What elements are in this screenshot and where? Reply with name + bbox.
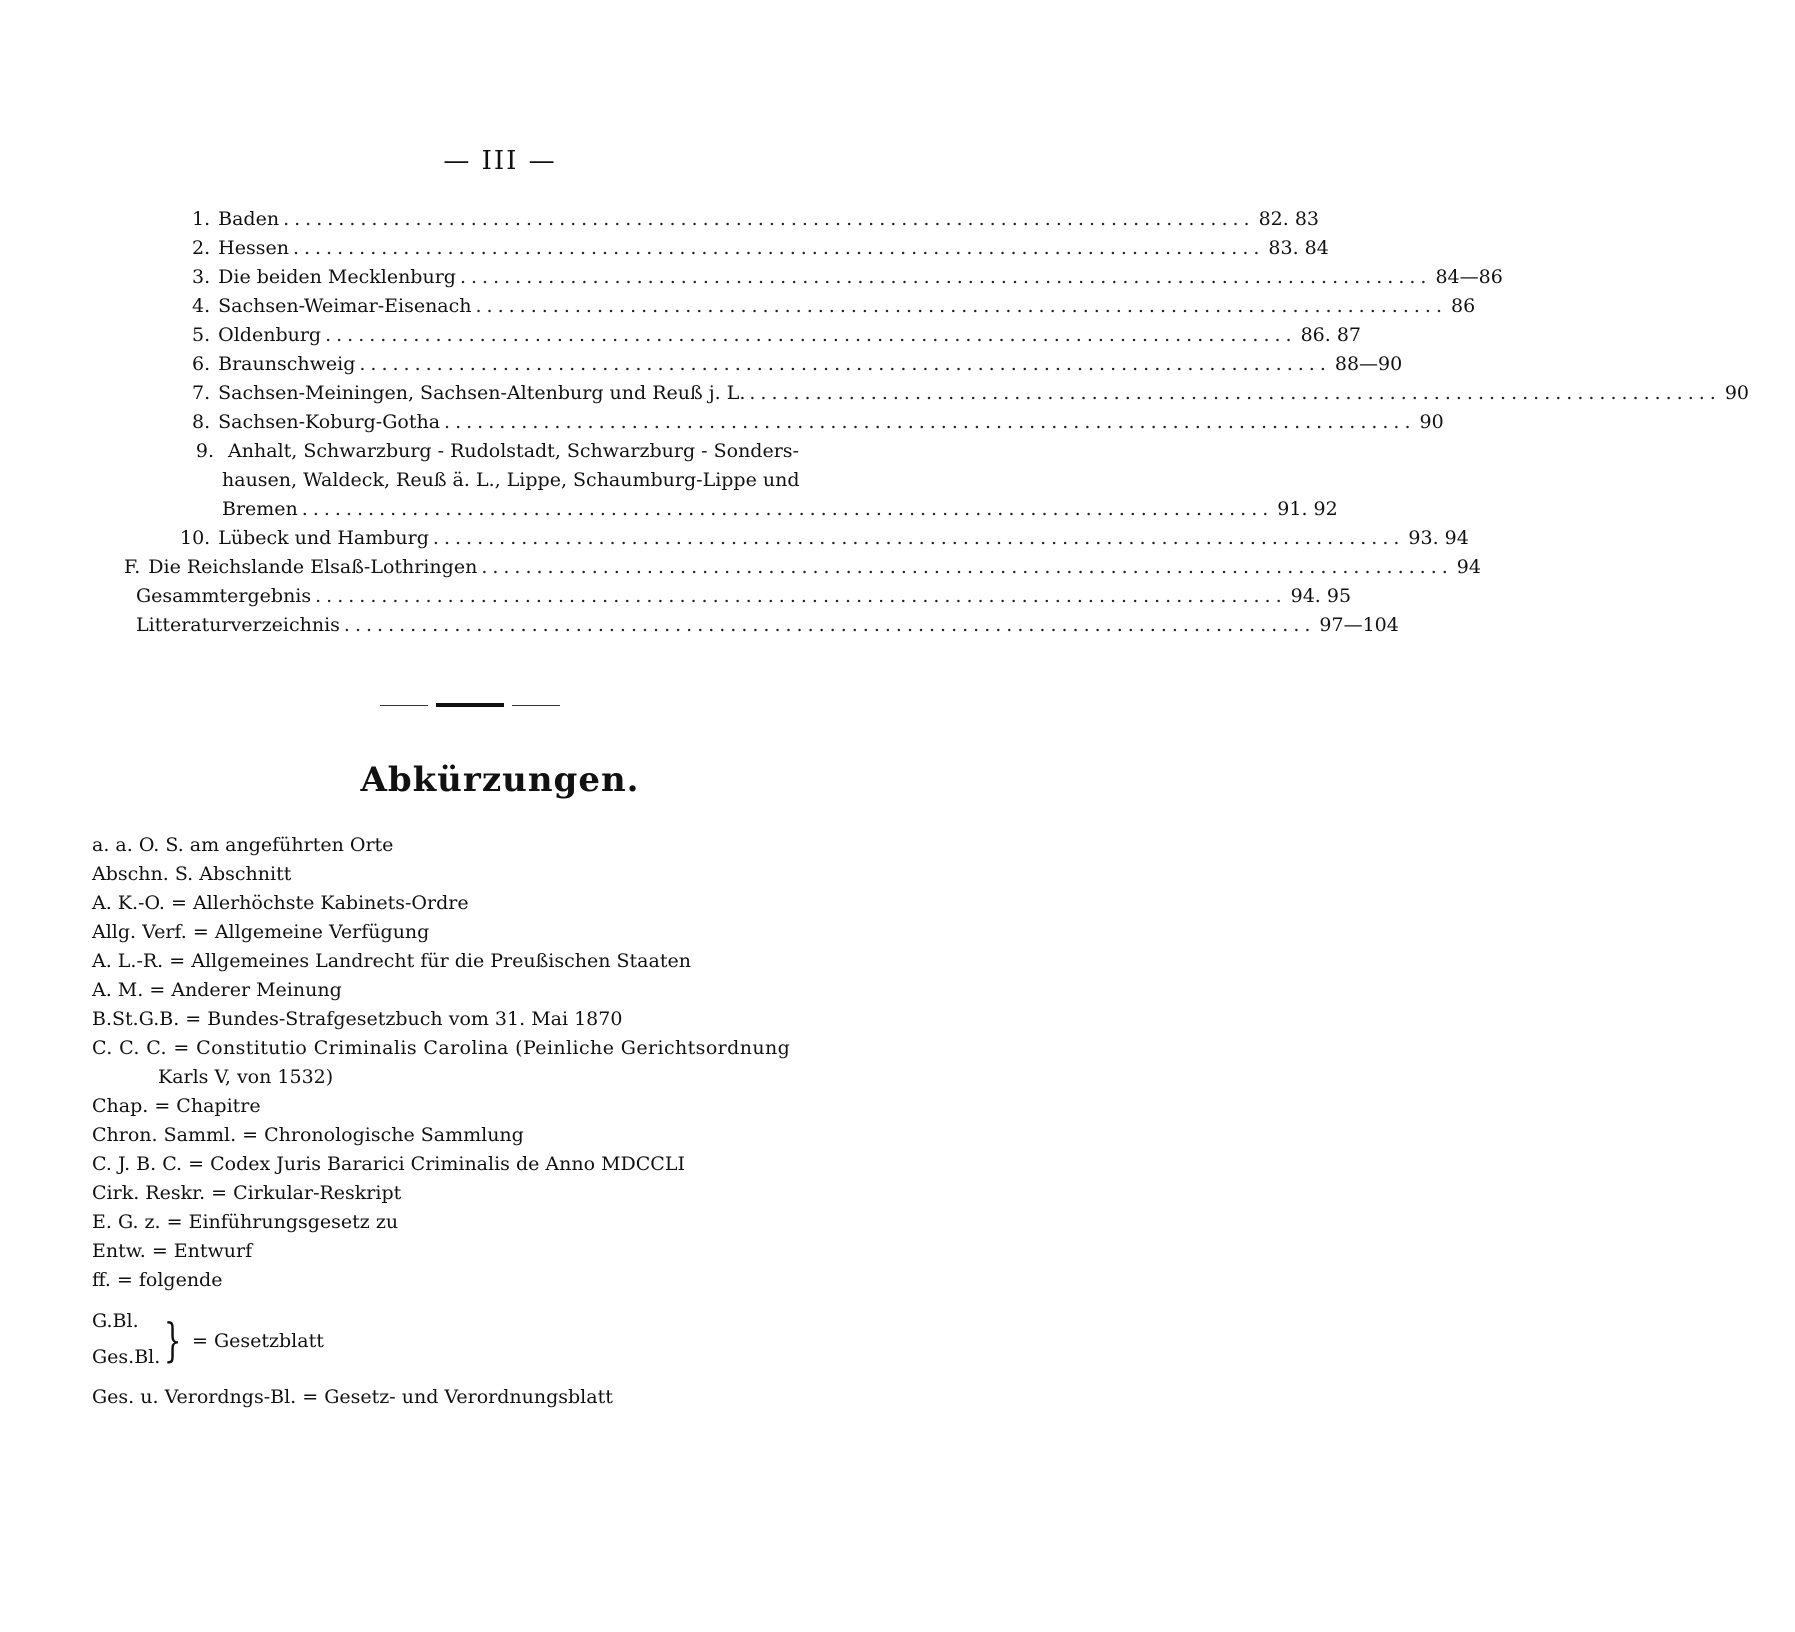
abbreviation-entry: Ges. u. Verordngs-Bl. = Gesetz- und Verordnungsblatt bbox=[92, 1386, 613, 1408]
dot-leader: ........................................................................................ bbox=[292, 237, 1265, 259]
abbreviation-entry: Chron. Samml. = Chronologische Sammlung bbox=[92, 1124, 524, 1146]
abbreviation-term: Ges.Bl. bbox=[92, 1346, 161, 1368]
abbreviation-entry: E. G. z. = Einführungsgesetz zu bbox=[92, 1211, 399, 1233]
braced-abbreviation-entry bbox=[92, 1310, 492, 1380]
toc-label: Sachsen-Koburg-Gotha bbox=[218, 411, 441, 433]
toc-page: 82. 83 bbox=[1258, 208, 1319, 230]
toc-entry bbox=[180, 523, 1469, 553]
toc-entry bbox=[192, 204, 1319, 234]
toc-page: 86 bbox=[1451, 295, 1476, 317]
toc-entry bbox=[124, 552, 1481, 582]
toc-page: 97—104 bbox=[1319, 614, 1399, 636]
toc-entry bbox=[192, 349, 1403, 379]
toc-number: 7. bbox=[192, 382, 211, 404]
toc-number: 6. bbox=[192, 353, 211, 375]
toc-number: 3. bbox=[192, 266, 211, 288]
divider-thin-right bbox=[512, 705, 560, 706]
abbreviation-entry: a. a. O. S. am angeführten Orte bbox=[92, 834, 394, 856]
dot-leader: ........................................................................................ bbox=[359, 353, 1331, 375]
toc-label: Sachsen-Meiningen, Sachsen-Altenburg und Reuß j. L. bbox=[218, 382, 746, 404]
toc-entry bbox=[192, 233, 1329, 263]
dot-leader: ........................................................................................ bbox=[459, 266, 1432, 288]
toc-page: 94. 95 bbox=[1290, 585, 1352, 607]
page-number: — III — bbox=[443, 146, 557, 176]
dot-leader: ........................................................................................ bbox=[315, 585, 1287, 607]
abbreviation-entry: Cirk. Reskr. = Cirkular-Reskript bbox=[92, 1182, 402, 1204]
toc-entry-last-line bbox=[222, 494, 1338, 524]
toc-label: Die Reichslande Elsaß-Lothringen bbox=[148, 556, 478, 578]
toc-entry bbox=[136, 581, 1352, 611]
toc-number: 5. bbox=[192, 324, 211, 346]
toc-label: Braunschweig bbox=[218, 353, 356, 375]
toc-label: Oldenburg bbox=[218, 324, 322, 346]
toc-entry bbox=[192, 320, 1362, 350]
divider-thin-left bbox=[380, 705, 428, 706]
toc-number: 4. bbox=[192, 295, 211, 317]
toc-page: 93. 94 bbox=[1408, 527, 1469, 549]
abbreviation-entry-continuation: Karls V, von 1532) bbox=[158, 1066, 334, 1088]
toc-page: 90 bbox=[1419, 411, 1444, 433]
abbreviation-entry: ff. = folgende bbox=[92, 1269, 223, 1291]
abbreviation-entry: B.St.G.B. = Bundes-Strafgesetzbuch vom 31. Mai 1870 bbox=[92, 1008, 623, 1030]
dot-leader: ........................................................................................ bbox=[301, 498, 1274, 520]
toc-label: Litteraturverzeichnis bbox=[136, 614, 340, 636]
toc-number: 8. bbox=[192, 411, 211, 433]
toc-page: 86. 87 bbox=[1300, 324, 1362, 346]
abbreviation-meaning: = Gesetzblatt bbox=[192, 1330, 324, 1352]
abbreviation-term: G.Bl. bbox=[92, 1310, 139, 1332]
toc-label: Hessen bbox=[218, 237, 289, 259]
divider-thick bbox=[436, 703, 504, 707]
toc-number: 10. bbox=[180, 527, 211, 549]
toc-label: Bremen bbox=[222, 498, 298, 520]
toc-page: 83. 84 bbox=[1268, 237, 1329, 259]
toc-entry bbox=[192, 262, 1503, 292]
toc-page: 84—86 bbox=[1435, 266, 1503, 288]
toc-entry-multiline bbox=[192, 436, 799, 466]
toc-entry bbox=[192, 291, 1476, 321]
dot-leader: ........................................................................................ bbox=[481, 556, 1453, 578]
dot-leader: ........................................................................................ bbox=[283, 208, 1255, 230]
abbreviation-entry: A. K.-O. = Allerhöchste Kabinets-Ordre bbox=[92, 892, 469, 914]
toc-label: Lübeck und Hamburg bbox=[218, 527, 429, 549]
abbreviation-entry: C. J. B. C. = Codex Juris Bararici Criminalis de Anno MDCCLI bbox=[92, 1153, 685, 1175]
toc-label-continuation: hausen, Waldeck, Reuß ä. L., Lippe, Schaumburg-Lippe und bbox=[222, 469, 800, 491]
dot-leader: ........................................................................................ bbox=[475, 295, 1447, 317]
abbreviation-entry: Abschn. S. Abschnitt bbox=[92, 863, 292, 885]
toc-page: 88—90 bbox=[1334, 353, 1403, 375]
toc-label-line: Anhalt, Schwarzburg - Rudolstadt, Schwarzburg - Sonders- bbox=[228, 440, 799, 462]
toc-entry bbox=[192, 407, 1444, 437]
toc-label: Die beiden Mecklenburg bbox=[218, 266, 456, 288]
abbreviation-entry: Chap. = Chapitre bbox=[92, 1095, 261, 1117]
abbreviation-entry: A. M. = Anderer Meinung bbox=[92, 979, 342, 1001]
abbreviation-entry: Allg. Verf. = Allgemeine Verfügung bbox=[92, 921, 430, 943]
toc-entry bbox=[192, 378, 1750, 408]
abbreviation-entry: Entw. = Entwurf bbox=[92, 1240, 253, 1262]
toc-page: 90 bbox=[1724, 382, 1750, 404]
toc-page: 91. 92 bbox=[1277, 498, 1338, 520]
dot-leader: ........................................................................................ bbox=[325, 324, 1297, 346]
toc-label: Sachsen-Weimar-Eisenach bbox=[218, 295, 472, 317]
dot-leader: ........................................................................................ bbox=[343, 614, 1316, 636]
abbreviation-entry: C. C. C. = Constitutio Criminalis Carolina (Peinliche Gerichtsordnung bbox=[92, 1037, 791, 1059]
abbreviation-entry: A. L.-R. = Allgemeines Landrecht für die Preußischen Staaten bbox=[92, 950, 691, 972]
toc-label: Gesammtergebnis bbox=[136, 585, 312, 607]
toc-number: 1. bbox=[192, 208, 211, 230]
section-divider bbox=[380, 703, 560, 709]
toc-page: 94 bbox=[1456, 556, 1481, 578]
toc-label: Baden bbox=[218, 208, 280, 230]
curly-brace: } bbox=[163, 1313, 182, 1367]
dot-leader: ........................................................................................ bbox=[749, 382, 1721, 404]
toc-entry bbox=[136, 610, 1399, 640]
toc-number: 9. bbox=[195, 440, 214, 462]
dot-leader: ........................................................................................ bbox=[444, 411, 1416, 433]
abbreviations-heading: Abkürzungen. bbox=[360, 760, 640, 800]
dot-leader: ........................................................................................ bbox=[432, 527, 1405, 549]
toc-number: 2. bbox=[192, 237, 211, 259]
toc-number: F. bbox=[124, 556, 141, 578]
